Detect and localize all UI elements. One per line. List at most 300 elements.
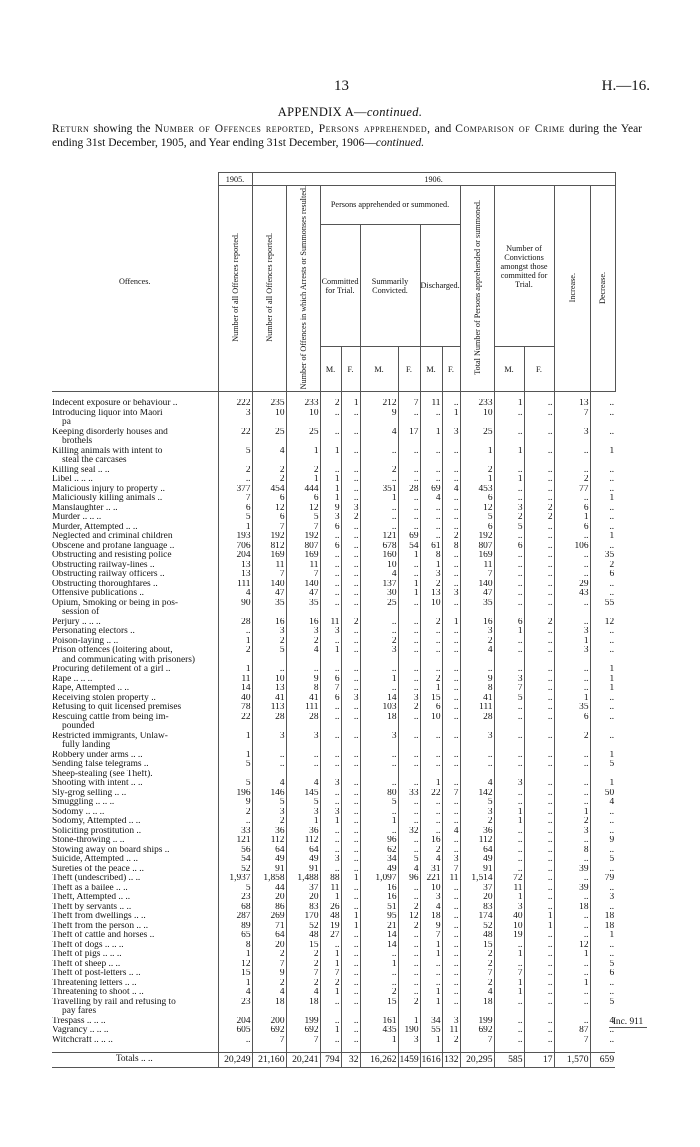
offence-label: Stowing away on board ships <box>52 845 163 855</box>
cell-value: 10 <box>494 922 524 932</box>
cell-value: .. <box>460 665 494 675</box>
cell-value: 72 <box>494 874 524 884</box>
cell-value: .. <box>442 570 460 580</box>
offence-label: Rescuing cattle from being im- <box>52 712 169 722</box>
cell-value: 1 <box>494 893 524 903</box>
cell-value: .. <box>524 1017 554 1027</box>
cell-value: .. <box>341 988 360 998</box>
cell-value: 2 <box>442 1036 460 1046</box>
offence-name <box>52 646 218 665</box>
cell-value: 2 <box>360 988 398 998</box>
offence-name <box>52 618 218 628</box>
offence-name <box>52 1026 218 1036</box>
cell-value: 10 <box>286 409 320 428</box>
cell-value: 1 <box>442 409 460 428</box>
cell-value: 1 <box>320 950 341 960</box>
cell-value: .. <box>442 551 460 561</box>
offence-label: Neglected and criminal children <box>52 532 173 542</box>
cell-value: 7 <box>320 684 341 694</box>
cell-value: .. <box>524 817 554 827</box>
table-row <box>52 637 645 647</box>
table-row <box>52 1026 645 1036</box>
cell-value: 1 <box>398 580 420 590</box>
offence-name <box>52 798 218 808</box>
cell-value: 1 <box>420 941 442 951</box>
cell-value: 69 <box>398 532 420 542</box>
cell-value: .. <box>524 998 554 1017</box>
cell-value: .. <box>320 665 341 675</box>
convictions-f: F. <box>524 347 554 392</box>
cell-value: 170 <box>286 912 320 922</box>
cell-value: .. <box>524 1036 554 1046</box>
cell-value: .. <box>554 836 590 846</box>
cell-value: 222 <box>218 399 252 409</box>
table-row <box>52 513 645 523</box>
cell-value: 1 <box>320 1026 341 1036</box>
cell-value: 6 <box>590 570 615 580</box>
cell-value: 13 <box>420 589 442 599</box>
page-number: 13 <box>334 78 349 94</box>
cell-value: .. <box>341 485 360 495</box>
cell-value: 20 <box>460 893 494 903</box>
offence-label: Sheep-stealing (see Theft). <box>52 769 153 779</box>
cell-value: 287 <box>218 912 252 922</box>
cell-value: 4 <box>420 494 442 504</box>
summarily-f: F. <box>398 347 420 392</box>
cell-value: .. <box>442 703 460 713</box>
cell-value: .. <box>554 874 590 884</box>
cell-value: .. <box>554 684 590 694</box>
cell-value: 64 <box>252 846 286 856</box>
cell-value: .. <box>398 846 420 856</box>
cell-value: .. <box>590 513 615 523</box>
cell-value: .. <box>442 912 460 922</box>
cell-value: .. <box>590 950 615 960</box>
cell-value: .. <box>524 950 554 960</box>
cell-value: 1 <box>398 551 420 561</box>
cell-value: .. <box>341 570 360 580</box>
cell-value: .. <box>524 988 554 998</box>
cell-value: .. <box>554 618 590 628</box>
cell-value: 21 <box>360 922 398 932</box>
offence-label-continued: pounded <box>62 721 95 732</box>
cell-value: .. <box>341 713 360 732</box>
cell-value: .. <box>494 1026 524 1036</box>
offence-name <box>52 504 218 514</box>
cell-value: .. <box>554 532 590 542</box>
cell-value: 28 <box>398 485 420 495</box>
cell-value: 233 <box>286 399 320 409</box>
increase-header: Increase. <box>554 186 590 392</box>
cell-value: .. <box>420 466 442 476</box>
cell-value: 16 <box>360 884 398 894</box>
cell-value: 2 <box>320 399 341 409</box>
cell-value: 11 <box>420 399 442 409</box>
cell-value: 8 <box>420 551 442 561</box>
cell-value: 7 <box>286 570 320 580</box>
leader-dots: .. .. <box>128 874 141 884</box>
cell-value: 1 <box>398 1017 420 1027</box>
cell-value: .. <box>554 599 590 618</box>
cell-value: .. <box>590 846 615 856</box>
cell-value: .. <box>360 523 398 533</box>
offence-name <box>52 979 218 989</box>
cell-value: .. <box>398 969 420 979</box>
cell-value: 1 <box>320 485 341 495</box>
offence-name <box>52 931 218 941</box>
cell-value: 351 <box>360 485 398 495</box>
table-row <box>52 732 645 751</box>
cell-value: .. <box>494 703 524 713</box>
leader-dots: .. <box>169 541 175 551</box>
year-1906-header: 1906. <box>252 173 615 186</box>
cell-value: .. <box>341 542 360 552</box>
decrease-header: Decrease. <box>590 186 615 392</box>
cell-value: .. <box>442 979 460 989</box>
cell-value: .. <box>524 931 554 941</box>
cell-value: .. <box>524 494 554 504</box>
cell-value: .. <box>420 760 442 770</box>
cell-value: .. <box>524 646 554 665</box>
cell-value: .. <box>554 922 590 932</box>
table-row <box>52 627 645 637</box>
cell-value <box>218 770 252 780</box>
cell-value: 27 <box>320 931 341 941</box>
cell-value: 3 <box>360 646 398 665</box>
table-row <box>52 912 645 922</box>
cell-value: .. <box>341 827 360 837</box>
cell-value: 28 <box>460 713 494 732</box>
cell-value: 64 <box>460 846 494 856</box>
cell-value: 83 <box>286 903 320 913</box>
cell-value: .. <box>524 808 554 818</box>
cell-value: 6 <box>494 542 524 552</box>
cell-value: .. <box>398 893 420 903</box>
cell-value: .. <box>590 713 615 732</box>
cell-value: 1 <box>590 684 615 694</box>
cell-value: 140 <box>286 580 320 590</box>
cell-value: .. <box>442 627 460 637</box>
cell-value: 18 <box>460 998 494 1017</box>
table-row <box>52 893 645 903</box>
cell-value: 47 <box>252 589 286 599</box>
cell-value: .. <box>420 447 442 466</box>
cell-value: .. <box>524 713 554 732</box>
cell-value: 1 <box>218 637 252 647</box>
leader-dots: .. .. <box>112 836 125 846</box>
cell-value: 36 <box>252 827 286 837</box>
table-row <box>52 684 645 694</box>
cell-value: 1 <box>420 561 442 571</box>
offence-name <box>52 475 218 485</box>
cell-value: 3 <box>320 513 341 523</box>
offence-label: Theft of dogs <box>52 940 103 950</box>
cell-value <box>590 770 615 780</box>
table-row <box>52 874 645 884</box>
cell-value: 1 <box>341 399 360 409</box>
cell-value: 3 <box>590 893 615 903</box>
cell-value: 61 <box>420 542 442 552</box>
cell-value: .. <box>524 523 554 533</box>
cell-value: 14 <box>360 694 398 704</box>
cell-value: 3 <box>460 808 494 818</box>
cell-value: 8 <box>218 941 252 951</box>
cell-value: 13 <box>554 399 590 409</box>
cell-value: 112 <box>460 836 494 846</box>
total-value: 17 <box>524 1053 554 1068</box>
cell-value: .. <box>442 903 460 913</box>
offence-name <box>52 789 218 799</box>
cell-value: .. <box>494 580 524 590</box>
offence-label: Threatening letters <box>52 978 123 988</box>
cell-value: .. <box>341 684 360 694</box>
cell-value: .. <box>524 475 554 485</box>
offence-label: Rape, Attempted <box>52 684 116 694</box>
cell-value: .. <box>524 1026 554 1036</box>
offence-label: Perjury <box>52 617 80 627</box>
cell-value: .. <box>341 998 360 1017</box>
cell-value: 1 <box>554 513 590 523</box>
table-row <box>52 1036 645 1046</box>
appendix-continued: continued. <box>366 105 423 119</box>
cell-value: .. <box>442 969 460 979</box>
cell-value: 3 <box>320 808 341 818</box>
cell-value: 15 <box>420 694 442 704</box>
title-number-of-offences: Number of Offences reported, Persons apprehended, <box>154 123 431 135</box>
cell-value: .. <box>398 884 420 894</box>
cell-value: .. <box>320 751 341 761</box>
leader-dots: .. .. .. <box>74 475 93 485</box>
cell-value: .. <box>320 570 341 580</box>
offence-name <box>52 912 218 922</box>
table-row <box>52 561 645 571</box>
cell-value: .. <box>398 475 420 485</box>
cell-value: 37 <box>460 884 494 894</box>
cell-value: 1 <box>218 979 252 989</box>
cell-value: 3 <box>218 409 252 428</box>
offence-name <box>52 1036 218 1046</box>
table-body <box>52 392 645 1068</box>
cell-value: 7 <box>460 1036 494 1046</box>
cell-value: .. <box>524 798 554 808</box>
cell-value: 40 <box>494 912 524 922</box>
cell-value: .. <box>398 751 420 761</box>
cell-value: .. <box>590 466 615 476</box>
cell-value: 1 <box>494 988 524 998</box>
cell-value: 11 <box>460 561 494 571</box>
table-row <box>52 713 645 732</box>
cell-value: 1 <box>360 817 398 827</box>
table-row <box>52 988 645 998</box>
offence-label: Restricted immigrants, Unlaw- <box>52 731 168 741</box>
cell-value: 1 <box>218 950 252 960</box>
cell-value: .. <box>341 551 360 561</box>
cell-value: .. <box>590 979 615 989</box>
cell-value: 1 <box>442 618 460 628</box>
cell-value: 2 <box>590 561 615 571</box>
table-row <box>52 551 645 561</box>
offence-name <box>52 988 218 998</box>
cell-value: .. <box>420 817 442 827</box>
leader-dots: .. .. <box>126 855 138 865</box>
cell-value: .. <box>218 817 252 827</box>
cell-value: .. <box>320 589 341 599</box>
cell-value: .. <box>554 466 590 476</box>
cell-value: 4 <box>590 798 615 808</box>
cell-value: 1 <box>320 817 341 827</box>
offence-label: Robbery under arms <box>52 750 129 760</box>
cell-value: 2 <box>554 732 590 751</box>
cell-value <box>286 770 320 780</box>
table-row <box>52 599 645 618</box>
cell-value: 7 <box>398 399 420 409</box>
cell-value: 49 <box>460 855 494 865</box>
cell-value: 13 <box>252 684 286 694</box>
cell-value: 2 <box>398 922 420 932</box>
page-header <box>0 78 700 98</box>
offence-label: Theft from the person <box>52 921 135 931</box>
cell-value: .. <box>320 561 341 571</box>
cell-value: 6 <box>554 523 590 533</box>
cell-value: .. <box>420 979 442 989</box>
cell-value: 7 <box>554 409 590 428</box>
cell-value: .. <box>590 428 615 447</box>
table-row <box>52 447 645 466</box>
offence-label-continued: pay fares <box>62 1006 97 1017</box>
cell-value: 8 <box>554 846 590 856</box>
cell-value: 7 <box>554 1036 590 1046</box>
cell-value: 1 <box>420 998 442 1017</box>
table-row <box>52 922 645 932</box>
reported-1906-header: Number of all Offences reported. <box>252 186 286 392</box>
cell-value: .. <box>360 513 398 523</box>
offence-label: Murder, Attempted <box>52 522 124 532</box>
offence-name <box>52 447 218 466</box>
cell-value: .. <box>320 703 341 713</box>
cell-value: .. <box>398 599 420 618</box>
cell-value: .. <box>341 751 360 761</box>
table-row <box>52 998 645 1017</box>
leader-dots: .. <box>159 570 165 580</box>
totals-label <box>52 1053 218 1068</box>
cell-value: .. <box>218 475 252 485</box>
cell-value: 41 <box>252 694 286 704</box>
cell-value: 1,937 <box>218 874 252 884</box>
cell-value: 4 <box>442 827 460 837</box>
cell-value: .. <box>320 551 341 561</box>
table-row <box>52 409 645 428</box>
cell-value: .. <box>420 732 442 751</box>
cell-value: .. <box>341 665 360 675</box>
cell-value: .. <box>524 447 554 466</box>
offence-name <box>52 751 218 761</box>
offence-label: Theft as a bailee <box>52 883 114 893</box>
offence-label: Travelling by rail and refusing to <box>52 997 176 1007</box>
cell-value: .. <box>494 532 524 542</box>
offence-label: Sureties of the peace <box>52 864 130 874</box>
cell-value: 6 <box>252 513 286 523</box>
cell-value: .. <box>442 751 460 761</box>
cell-value: 4 <box>460 646 494 665</box>
title-rest: during the Year ending 31st December, 1905, and Year ending 31st December, 1906— <box>52 123 643 149</box>
cell-value: 2 <box>360 637 398 647</box>
cell-value: 146 <box>252 789 286 799</box>
cell-value: .. <box>442 836 460 846</box>
offence-name <box>52 523 218 533</box>
offence-label: Murder <box>52 513 81 523</box>
cell-value: 4 <box>218 988 252 998</box>
cell-value: 3 <box>286 808 320 818</box>
leader-dots: .. <box>165 665 171 675</box>
cell-value: 4 <box>252 988 286 998</box>
total-value: 32 <box>341 1053 360 1068</box>
cell-value: 2 <box>524 504 554 514</box>
cell-value: .. <box>590 589 615 599</box>
cell-value: 7 <box>286 969 320 979</box>
cell-value: 605 <box>218 1026 252 1036</box>
cell-value: .. <box>398 646 420 665</box>
cell-value: 112 <box>252 836 286 846</box>
cell-value: 5 <box>590 960 615 970</box>
cell-value: .. <box>554 447 590 466</box>
cell-value: 16 <box>460 618 494 628</box>
cell-value: 192 <box>252 532 286 542</box>
cell-value: .. <box>420 504 442 514</box>
cell-value: 2 <box>252 466 286 476</box>
cell-value: 16 <box>252 618 286 628</box>
cell-value: 35 <box>460 599 494 618</box>
cell-value: .. <box>360 950 398 960</box>
offence-name <box>52 827 218 837</box>
cell-value: 4 <box>360 428 398 447</box>
cell-value: .. <box>398 513 420 523</box>
cell-value: 19 <box>494 931 524 941</box>
cell-value: 12 <box>398 912 420 922</box>
cell-value: 692 <box>286 1026 320 1036</box>
cell-value: 52 <box>218 865 252 875</box>
cell-value: 54 <box>218 855 252 865</box>
cell-value: 3 <box>554 646 590 665</box>
cell-value: 1 <box>420 779 442 789</box>
cell-value: .. <box>420 646 442 665</box>
cell-value: 83 <box>460 903 494 913</box>
cell-value: .. <box>341 494 360 504</box>
total-value: 585 <box>494 1053 524 1068</box>
cell-value: 692 <box>460 1026 494 1036</box>
cell-value: .. <box>524 865 554 875</box>
cell-value: 3 <box>341 694 360 704</box>
leader-dots: .. .. .. <box>73 674 93 684</box>
cell-value: 1 <box>554 950 590 960</box>
cell-value: .. <box>494 846 524 856</box>
cell-value: .. <box>341 950 360 960</box>
cell-value: 6 <box>320 675 341 685</box>
cell-value: 111 <box>460 703 494 713</box>
cell-value: .. <box>442 646 460 665</box>
cell-value: 2 <box>460 950 494 960</box>
cell-value: 1 <box>590 751 615 761</box>
cell-value: 91 <box>460 865 494 875</box>
total-value: 21,160 <box>252 1053 286 1068</box>
cell-value: 64 <box>252 931 286 941</box>
offence-label: Manslaughter <box>52 503 104 513</box>
offence-name <box>52 874 218 884</box>
cell-value: 1 <box>494 447 524 466</box>
cell-value: 3 <box>494 779 524 789</box>
cell-value: 111 <box>286 703 320 713</box>
offence-label: Maliciously killing animals <box>52 494 156 504</box>
cell-value: 1 <box>320 960 341 970</box>
